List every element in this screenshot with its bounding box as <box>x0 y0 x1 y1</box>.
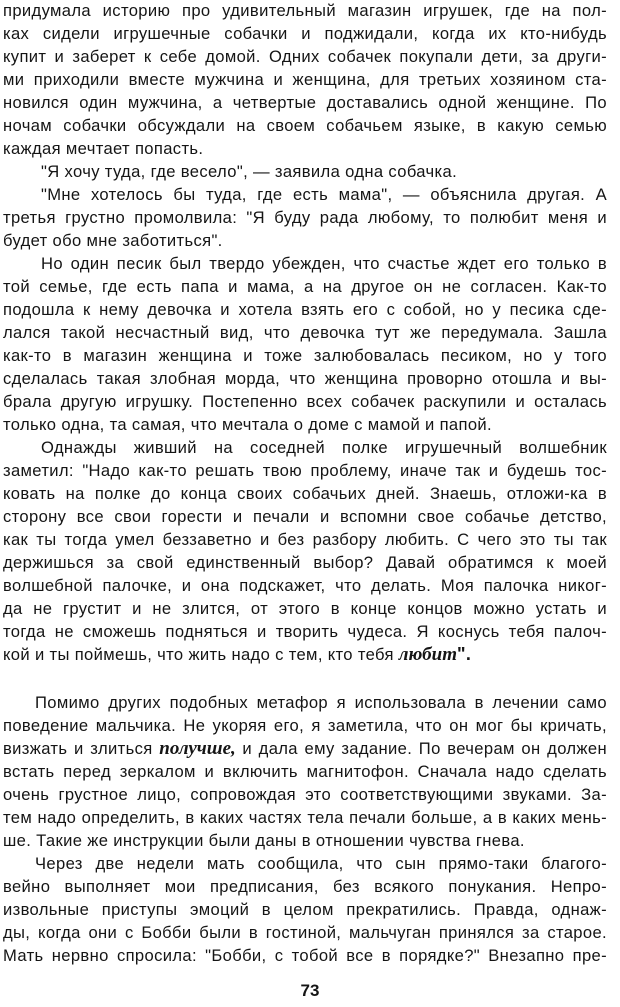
text-line: ше. Такие же инструкции были даны в отношении чувства гнева. <box>3 831 525 850</box>
text-line: купит и заберет к себе домой. Одних собачек покупали дети, за други- <box>3 47 607 66</box>
text-line: да не грустит и не злится, от этого в конце концов можно устать и <box>3 599 607 618</box>
text-line: только одна, та самая, что мечтала о доме с мамой и папой. <box>3 415 493 434</box>
text-segment: кой и ты поймешь, что жить надо с тем, кто тебя <box>3 645 394 664</box>
text-line: тем надо определить, в каких частях тела печали больше, а в каких мень- <box>3 808 607 827</box>
text-line: извольные приступы эмоций в целом прекратились. Правда, однаж- <box>3 900 607 919</box>
text-line: сторону все свои горести и печали и вспомни свое собачье детство, <box>3 507 607 526</box>
text-line: заметил: "Надо как-то решать твою проблему, иначе так и будешь тос- <box>3 461 607 480</box>
text-line: третья грустно промолвила: "Я буду рада любому, то полюбит меня и <box>3 208 607 227</box>
emphasized-word: получше <box>159 738 232 759</box>
text-segment: и дала ему задание. По вечерам он должен <box>242 739 607 758</box>
text-line: ках сидели игрушечные собачки и поджидали, когда их кто-нибудь <box>3 24 607 43</box>
emphasized-word: любит <box>398 644 457 665</box>
page-number: 73 <box>300 981 320 1000</box>
text-line: лался такой несчастный вид, что девочка тут же передумала. Зашла <box>3 323 607 342</box>
text-line: очень грустное лицо, сопровождая это соответствующими звуками. За- <box>3 785 607 804</box>
text-line: тогда не сможешь подняться и творить чудеса. Я коснусь тебя палоч- <box>3 622 607 641</box>
text-line: Через две недели мать сообщила, что сын прямо-таки благого- <box>35 854 607 873</box>
text-line: вейно выполняет мои предписания, без всякого понукания. Непро- <box>3 877 607 896</box>
text-line: держишься за свой единственный выбор? Давай обратимся к моей <box>3 553 607 572</box>
text-line: поведение мальчика. Не укоряя его, я заметила, что он мог бы кричать, <box>3 716 607 735</box>
text-line: той семье, где есть папа и мама, а на другое он не согласен. Как-то <box>3 277 607 296</box>
text-line: волшебной палочке, и она подскажет, что делать. Моя палочка никог- <box>3 576 607 595</box>
emphasis-comma: , <box>231 738 236 759</box>
text-line: ковать на полке до конца своих собачьих дней. Знаешь, отложи-ка в <box>3 484 607 503</box>
text-line: ды, когда они с Бобби были в гостиной, мальчуган принялся за старое. <box>3 923 607 942</box>
text-line: ночам собачки обсуждали на своем собачьем языке, в какую семью <box>3 116 607 135</box>
text-line: сделалась такая злобная морда, что женщина проворно отошла и вы- <box>3 369 607 388</box>
text-line: Однажды живший на соседней полке игрушечный волшебник <box>41 438 607 457</box>
text-line: Мать нервно спросила: "Бобби, с тобой все в порядке?" Внезапно пре- <box>3 946 607 965</box>
text-line: придумала историю про удивительный магазин игрушек, где на пол- <box>3 1 607 20</box>
text-line: Но один песик был твердо убежден, что счастье ждет его только в <box>41 254 607 273</box>
text-line: каждая мечтает попасть. <box>3 139 204 158</box>
text-line: как ты тогда умел беззаветно и без разбору любить. С чего это ты так <box>3 530 607 549</box>
text-segment: визжать и злиться <box>3 739 153 758</box>
text-line: подошла к нему девочка и хотела взять его с собой, но у песика сде- <box>3 300 607 319</box>
text-line: встать перед зеркалом и включить магнитофон. Сначала надо сделать <box>3 762 607 781</box>
text-line: "Мне хотелось бы туда, где есть мама", — объяснила другая. А <box>41 185 607 204</box>
text-line: "Я хочу туда, где весело", — заявила одна собачка. <box>41 162 458 181</box>
text-line: как-то в магазин женщина и тоже залюбовалась песиком, но у того <box>3 346 607 365</box>
text-line: новился один мужчина, а четвертые доставались одной женщине. По <box>3 93 607 112</box>
text-line: Помимо других подобных метафор я использовала в лечении само <box>35 693 607 712</box>
text-line: брала другую игрушку. Постепенно всех собачек раскупили и осталась <box>3 392 607 411</box>
text-line <box>3 642 607 666</box>
text-line: ми приходили вместе мужчина и женщина, для третьих хозяином ста- <box>3 70 607 89</box>
text-line <box>3 737 607 761</box>
text-line: будет обо мне заботиться". <box>3 231 223 250</box>
closing-quote: ". <box>457 644 472 664</box>
